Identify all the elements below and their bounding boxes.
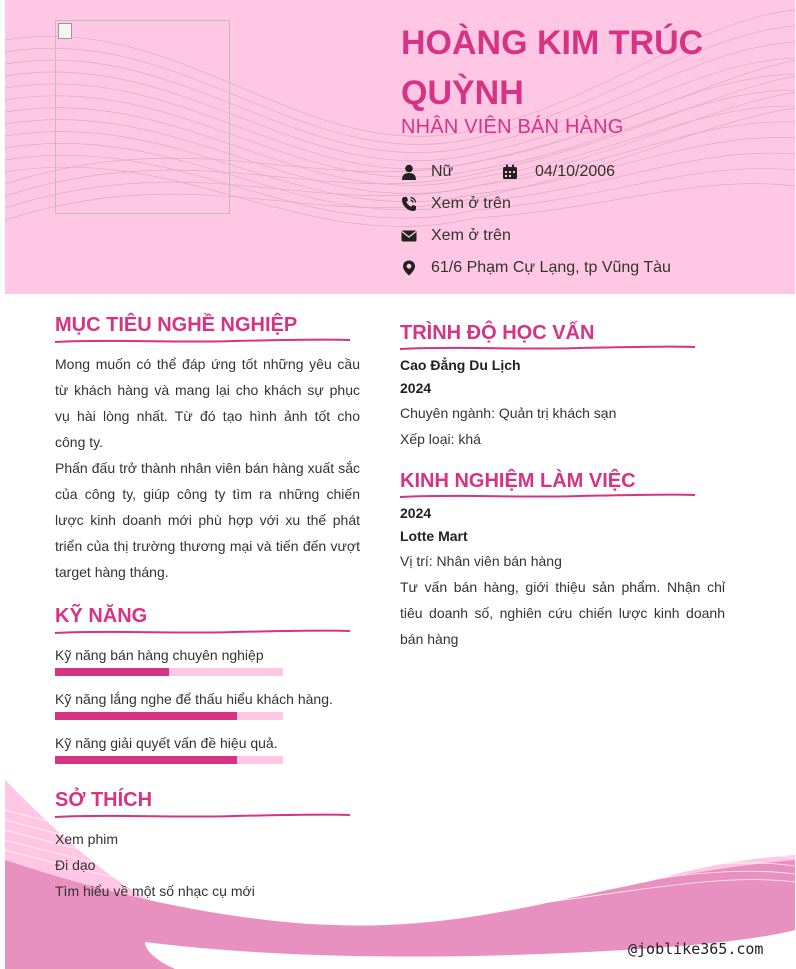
education-school: Cao Đẳng Du Lịch — [400, 357, 521, 373]
skill-bar-fill — [55, 668, 169, 676]
watermark: @joblike365.com — [628, 940, 764, 958]
envelope-icon — [401, 228, 417, 244]
birthday-row — [502, 161, 615, 183]
gender-row — [401, 161, 453, 183]
birthday-value: 04/10/2006 — [535, 163, 616, 180]
cv-header — [5, 0, 795, 294]
hobby-item: Xem phim — [55, 831, 119, 847]
skill-bar-fill — [55, 712, 237, 720]
gender-value: Nữ — [431, 163, 454, 180]
objective-paragraph-2: Phấn đấu trở thành nhân viên bán hàng xuất sắc của công ty, giúp công ty tìm ra những chiến lược kinh doanh mới phù hợp với xu thế phát triển của thị trường thương mại và tiến đến vượt target hàng tháng. — [55, 460, 360, 580]
skills-title: KỸ NĂNG — [55, 605, 148, 627]
phone-icon — [401, 196, 417, 212]
experience-position: Vị trí: Nhân viên bán hàng — [400, 553, 562, 569]
skill-label: Kỹ năng giải quyết vấn đề hiệu quả. — [55, 735, 278, 751]
address-value: 61/6 Phạm Cự Lạng, tp Vũng Tàu — [431, 259, 671, 276]
email-row — [401, 225, 511, 247]
hobbies-title: SỞ THÍCH — [55, 789, 153, 811]
skill-label: Kỹ năng lắng nghe để thấu hiểu khách hàng. — [55, 691, 333, 707]
skill-bar — [55, 756, 283, 764]
address-row — [401, 257, 671, 279]
objective-title: MỤC TIÊU NGHỀ NGHIỆP — [55, 314, 298, 336]
education-year: 2024 — [400, 380, 432, 396]
job-title: NHÂN VIÊN BÁN HÀNG — [401, 116, 624, 138]
hobbies-title-underline — [55, 812, 350, 822]
skill-label: Kỹ năng bán hàng chuyên nghiệp — [55, 647, 264, 663]
skill-bar — [55, 712, 283, 720]
education-major: Chuyên ngành: Quản trị khách sạn — [400, 405, 617, 421]
phone-row — [401, 193, 511, 215]
broken-image-icon — [58, 23, 72, 39]
experience-description: Tư vấn bán hàng, giới thiệu sản phẩm. Nhận chỉ tiêu doanh số, nghiên cứu chiến lược kinh doanh bán hàng — [400, 579, 725, 647]
experience-title: KINH NGHIỆM LÀM VIỆC — [400, 470, 636, 492]
education-grade: Xếp loại: khá — [400, 431, 481, 447]
skill-bar-fill — [55, 756, 237, 764]
calendar-icon — [502, 164, 518, 180]
map-marker-icon — [401, 260, 417, 276]
candidate-name: HOÀNG KIM TRÚC QUỲNH — [401, 24, 704, 112]
email-value: Xem ở trên — [431, 227, 511, 244]
education-title-underline — [400, 344, 695, 354]
objective-title-underline — [55, 337, 350, 347]
user-icon — [401, 164, 417, 180]
experience-title-underline — [400, 492, 695, 502]
hobby-item: Đi dạo — [55, 857, 96, 873]
objective-paragraph-1: Mong muốn có thể đáp ứng tốt những yêu cầu từ khách hàng và mang lại cho khách sự phục vụ hài lòng nhất. Từ đó tạo hình ảnh tốt cho công ty. — [55, 356, 360, 450]
cv-page — [5, 0, 795, 969]
hobby-item: Tìm hiểu về một số nhạc cụ mới — [55, 883, 255, 899]
skill-bar — [55, 668, 283, 676]
phone-value: Xem ở trên — [431, 195, 511, 212]
profile-photo — [55, 20, 230, 214]
experience-year: 2024 — [400, 505, 432, 521]
education-title: TRÌNH ĐỘ HỌC VẤN — [400, 322, 595, 344]
skills-title-underline — [55, 628, 350, 638]
experience-company: Lotte Mart — [400, 528, 468, 544]
